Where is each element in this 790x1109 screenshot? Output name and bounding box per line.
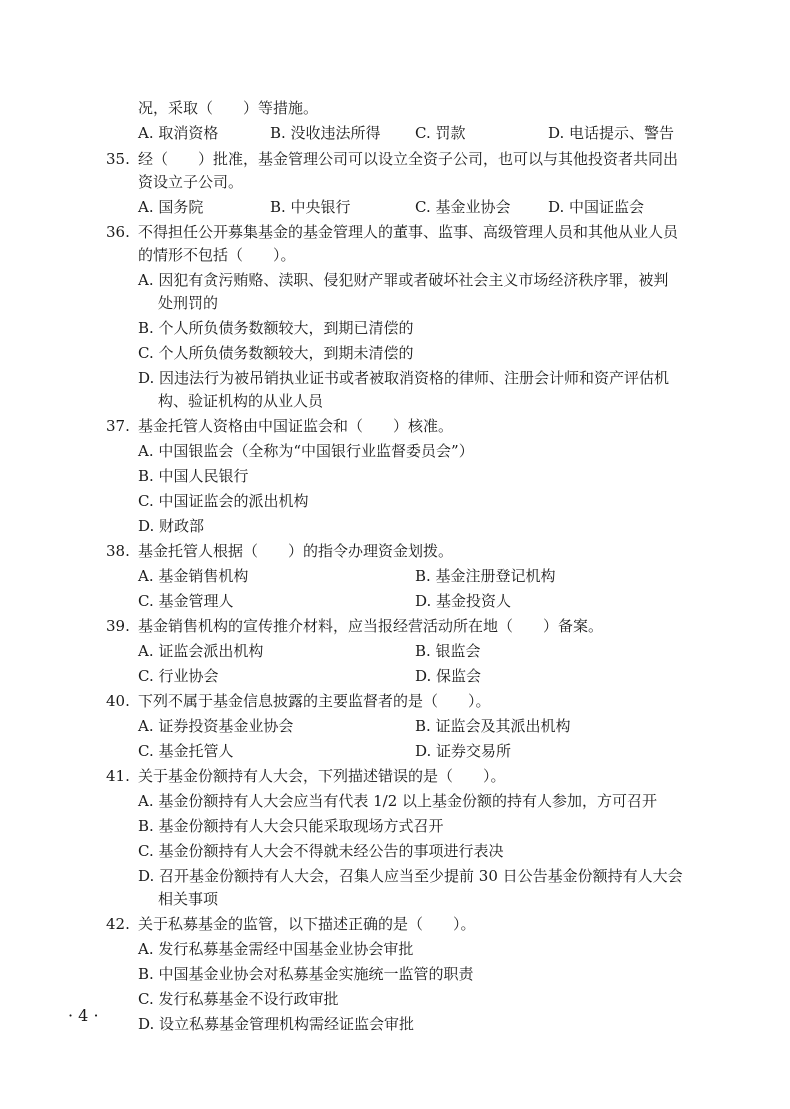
q40-number: 40. — [106, 692, 130, 710]
q35-stem-cont: 资设立子公司。 — [138, 173, 244, 191]
q39-option-a: A. 证监会派出机构 — [138, 642, 264, 660]
q36-stem: 不得担任公开募集基金的基金管理人的董事、监事、高级管理人员和其他从业人员 — [138, 223, 679, 241]
q42-option-a: A. 发行私募基金需经中国基金业协会审批 — [138, 940, 414, 958]
q42-stem: 关于私募基金的监管，以下描述正确的是（ ）。 — [138, 915, 476, 933]
q41-stem: 关于基金份额持有人大会，下列描述错误的是（ ）。 — [138, 767, 506, 785]
q37-option-d: D. 财政部 — [138, 517, 205, 535]
q35-option-b: B. 中央银行 — [270, 198, 351, 216]
q35-number: 35. — [106, 150, 130, 168]
q37-option-b: B. 中国人民银行 — [138, 467, 249, 485]
q38-number: 38. — [106, 542, 130, 560]
q36-option-d-cont: 构、验证机构的从业人员 — [158, 392, 324, 410]
q35-option-d: D. 中国证监会 — [548, 198, 645, 216]
page-number: · 4 · — [68, 1006, 99, 1025]
q42-option-b: B. 中国基金业协会对私募基金实施统一监管的职责 — [138, 965, 474, 983]
q39-stem: 基金销售机构的宣传推介材料，应当报经营活动所在地（ ）备案。 — [138, 617, 604, 635]
q42-option-c: C. 发行私募基金不设行政审批 — [138, 990, 339, 1008]
q39-option-b: B. 银监会 — [415, 642, 481, 660]
q34-option-c: C. 罚款 — [415, 124, 466, 142]
q35-option-a: A. 国务院 — [138, 198, 204, 216]
q36-number: 36. — [106, 223, 130, 241]
q37-option-a: A. 中国银监会（全称为“中国银行业监督委员会”） — [138, 442, 474, 460]
q38-option-d: D. 基金投资人 — [415, 592, 512, 610]
q41-option-b: B. 基金份额持有人大会只能采取现场方式召开 — [138, 817, 444, 835]
q41-option-d: D. 召开基金份额持有人大会，召集人应当至少提前 30 日公告基金份额持有人大会 — [138, 867, 683, 885]
q42-number: 42. — [106, 915, 130, 933]
q40-option-c: C. 基金托管人 — [138, 742, 234, 760]
q39-option-c: C. 行业协会 — [138, 667, 219, 685]
q41-number: 41. — [106, 767, 130, 785]
q41-option-d-cont: 相关事项 — [158, 890, 219, 908]
q39-option-d: D. 保监会 — [415, 667, 482, 685]
q34-stem-cont: 况，采取（ ）等措施。 — [138, 99, 319, 117]
q36-option-a: A. 因犯有贪污贿赂、渎职、侵犯财产罪或者破坏社会主义市场经济秩序罪，被判 — [138, 271, 669, 289]
q36-option-d: D. 因违法行为被吊销执业证书或者被取消资格的律师、注册会计师和资产评估机 — [138, 369, 670, 387]
q39-number: 39. — [106, 617, 130, 635]
q41-option-c: C. 基金份额持有人大会不得就未经公告的事项进行表决 — [138, 842, 504, 860]
q36-stem-cont: 的情形不包括（ ）。 — [138, 246, 296, 264]
q35-option-c: C. 基金业协会 — [415, 198, 511, 216]
q34-option-a: A. 取消资格 — [138, 124, 219, 142]
q40-option-a: A. 证券投资基金业协会 — [138, 717, 294, 735]
q34-option-b: B. 没收违法所得 — [270, 124, 381, 142]
q40-stem: 下列不属于基金信息披露的主要监督者的是（ ）。 — [138, 692, 491, 710]
q38-option-c: C. 基金管理人 — [138, 592, 234, 610]
q37-option-c: C. 中国证监会的派出机构 — [138, 492, 309, 510]
q41-option-a: A. 基金份额持有人大会应当有代表 1/2 以上基金份额的持有人参加，方可召开 — [138, 792, 658, 810]
q38-stem: 基金托管人根据（ ）的指令办理资金划拨。 — [138, 542, 454, 560]
q38-option-a: A. 基金销售机构 — [138, 567, 249, 585]
q37-stem: 基金托管人资格由中国证监会和（ ）核准。 — [138, 417, 454, 435]
q35-stem: 经（ ）批准，基金管理公司可以设立全资子公司，也可以与其他投资者共同出 — [138, 150, 679, 168]
q34-option-d: D. 电话提示、警告 — [548, 124, 675, 142]
q40-option-b: B. 证监会及其派出机构 — [415, 717, 571, 735]
q38-option-b: B. 基金注册登记机构 — [415, 567, 556, 585]
q36-option-a-cont: 处刑罚的 — [158, 294, 219, 312]
q40-option-d: D. 证券交易所 — [415, 742, 512, 760]
q42-option-d: D. 设立私募基金管理机构需经证监会审批 — [138, 1015, 415, 1033]
q36-option-c: C. 个人所负债务数额较大，到期未清偿的 — [138, 344, 414, 362]
q36-option-b: B. 个人所负债务数额较大，到期已清偿的 — [138, 319, 414, 337]
q37-number: 37. — [106, 417, 130, 435]
